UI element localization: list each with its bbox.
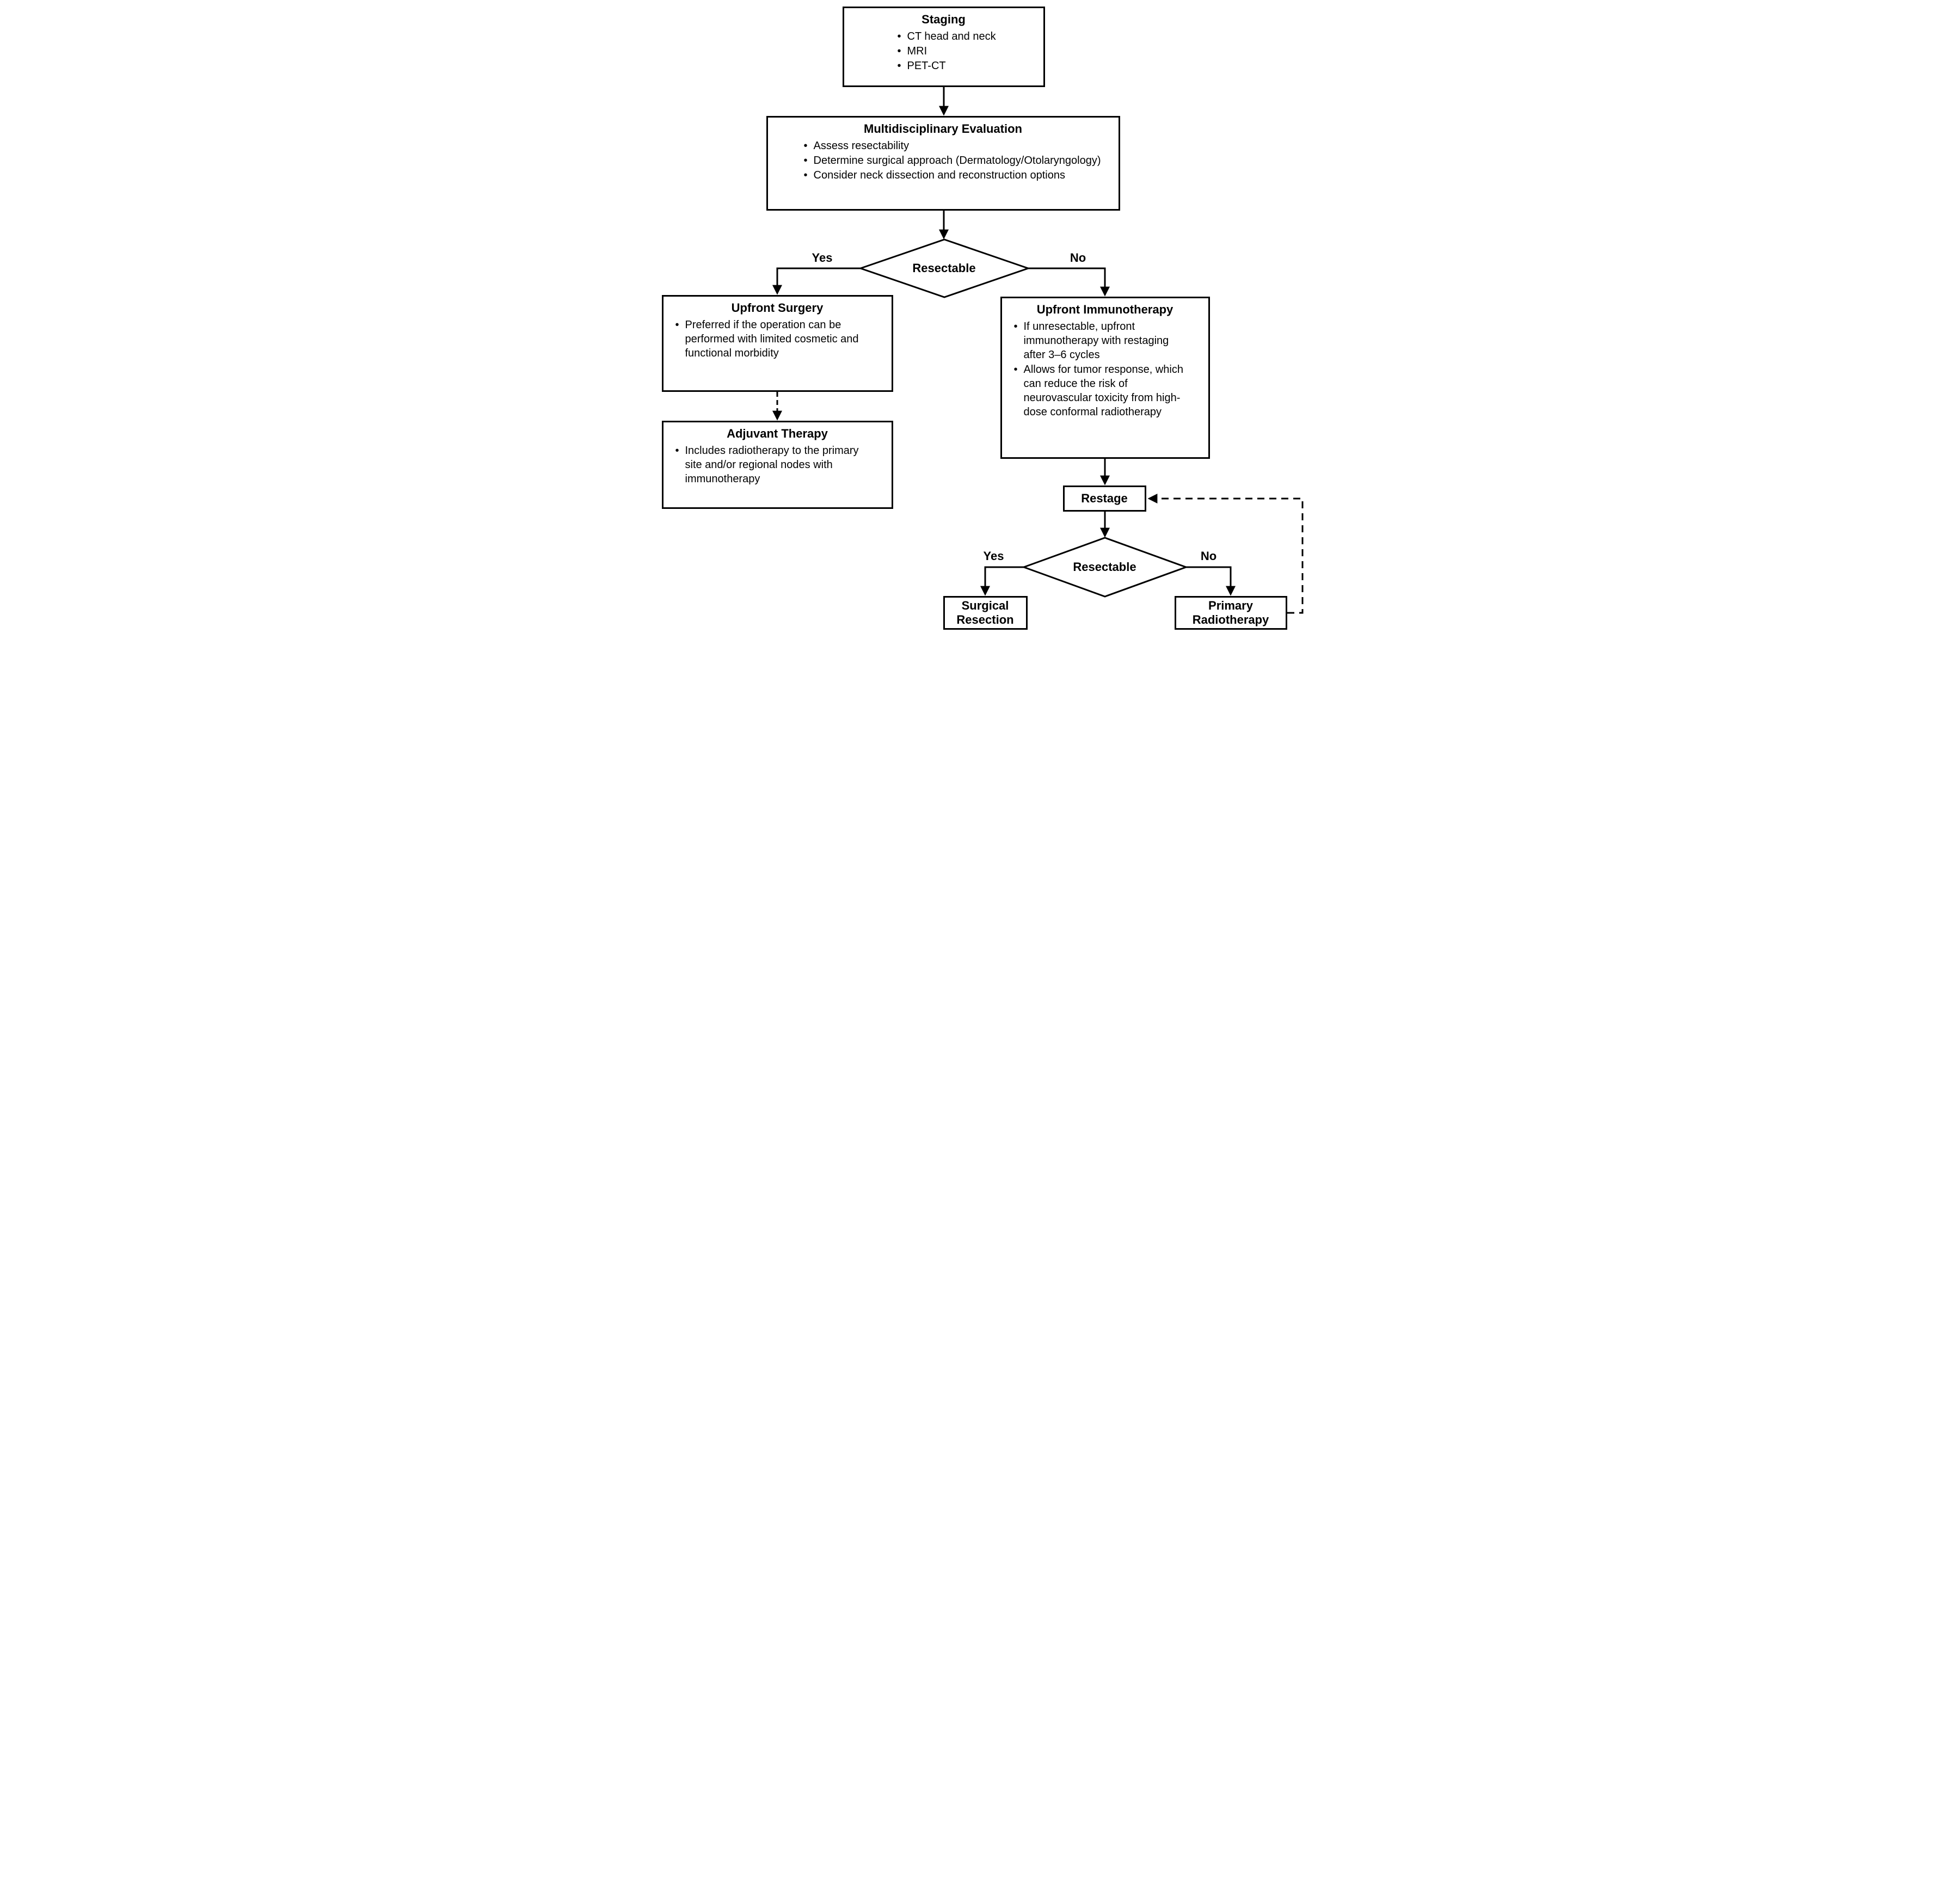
adjuvant-therapy-bullet-list	[672, 444, 869, 486]
surgical-resection-label: Surgical Resection	[956, 598, 1014, 626]
surgical-resection-node	[943, 596, 1028, 630]
upfront-immunotherapy-node	[1000, 297, 1210, 459]
primary-radiotherapy-node	[1175, 596, 1287, 630]
staging-title: Staging	[921, 13, 966, 26]
resectable2-no-label: No	[1200, 549, 1217, 563]
multidisciplinary-evaluation-node	[766, 116, 1120, 211]
restage-label: Restage	[1081, 491, 1128, 505]
resectable2-yes-label: Yes	[983, 549, 1004, 563]
multidisciplinary-bullet-list	[801, 139, 1105, 182]
staging-bullet-list	[894, 29, 1039, 73]
primary-radiotherapy-label: Primary Radiotherapy	[1192, 598, 1269, 626]
bullet-item: • Consider neck dissection and reconstruction options	[801, 168, 1105, 182]
restage-node	[1063, 485, 1146, 512]
bullet-item: • Preferred if the operation can be performed with limited cosmetic and functional morbidity	[672, 318, 869, 360]
flowchart	[654, 0, 1307, 637]
upfront-surgery-title: Upfront Surgery	[731, 301, 824, 315]
upfront-surgery-node	[662, 295, 893, 392]
resectable2-decision-label: Resectable	[1073, 560, 1136, 574]
bullet-item: • If unresectable, upfront immunotherapy with restaging after 3–6 cycles	[1011, 319, 1184, 362]
resectable1-no-label: No	[1070, 251, 1086, 265]
adjuvant-therapy-title: Adjuvant Therapy	[727, 427, 828, 440]
bullet-item: • Includes radiotherapy to the primary site and/or regional nodes with immunotherapy	[672, 444, 869, 486]
adjuvant-therapy-node	[662, 421, 893, 509]
bullet-item: • Assess resectability	[801, 139, 1105, 153]
upfront-immunotherapy-bullet-list	[1011, 319, 1184, 419]
bullet-item: • Allows for tumor response, which can reduce the risk of neurovascular toxicity from high-dose conformal radiotherapy	[1011, 362, 1184, 419]
bullet-item: • CT head and neck	[894, 29, 1039, 44]
upfront-surgery-bullet-list	[672, 318, 869, 360]
staging-node	[843, 7, 1045, 87]
edge-resectable2-yes-to-resection	[985, 567, 1024, 594]
bullet-item: • PET-CT	[894, 59, 1039, 73]
edge-resectable1-yes-to-surgery	[777, 268, 861, 293]
bullet-item: • Determine surgical approach (Dermatology/Otolaryngology)	[801, 153, 1105, 168]
resectable1-yes-label: Yes	[812, 251, 833, 265]
edge-resectable1-no-to-immunotherapy	[1028, 268, 1105, 294]
bullet-item: • MRI	[894, 44, 1039, 58]
edge-resectable2-no-to-radiotherapy	[1186, 567, 1231, 594]
multidisciplinary-evaluation-title: Multidisciplinary Evaluation	[864, 122, 1022, 136]
upfront-immunotherapy-title: Upfront Immunotherapy	[1036, 303, 1173, 316]
resectable1-decision-label: Resectable	[912, 261, 976, 275]
